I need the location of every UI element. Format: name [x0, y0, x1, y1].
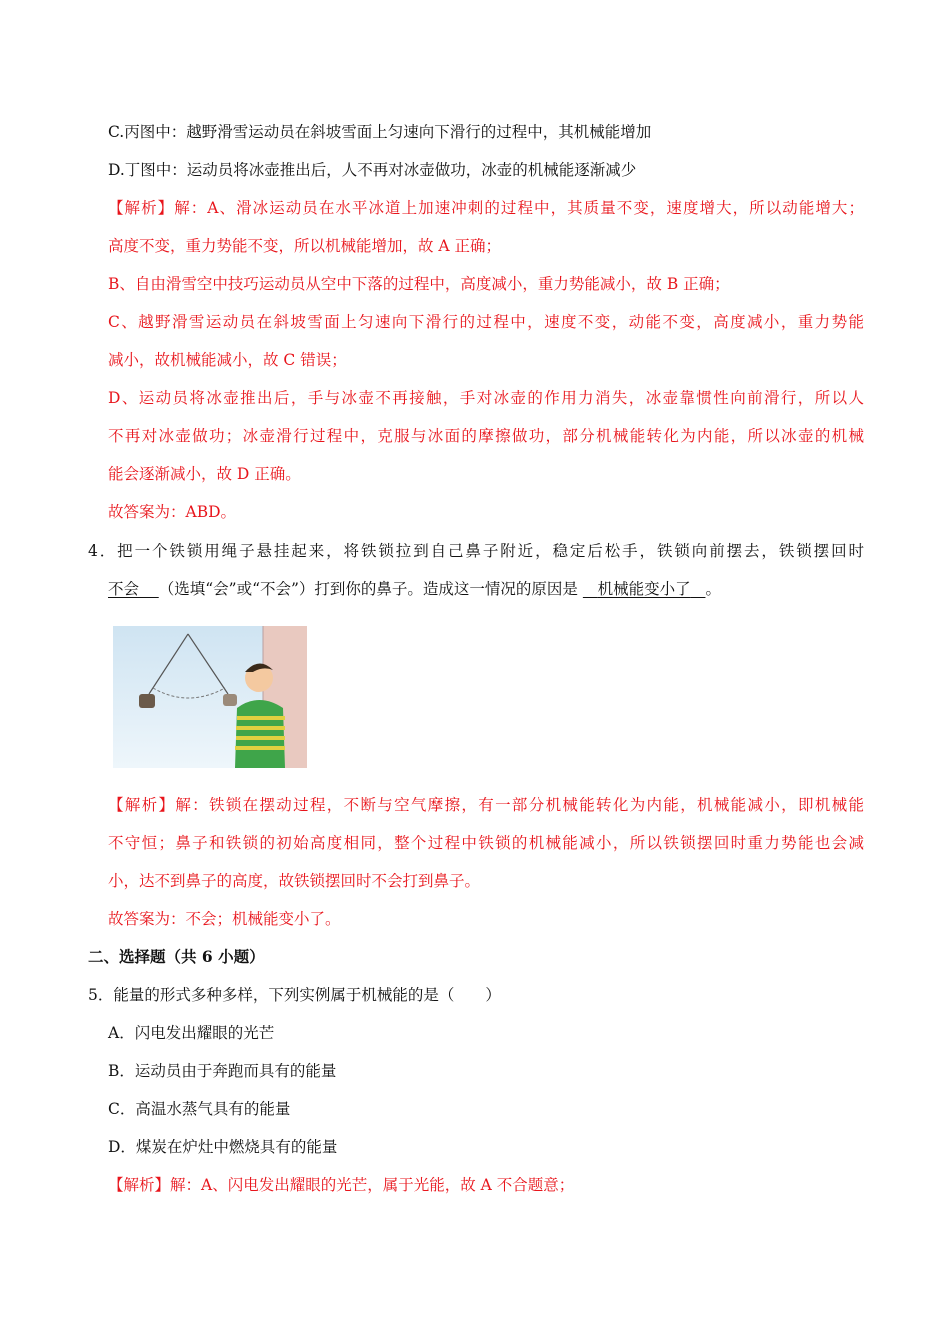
analysis-text: 解：A、滑冰运动员在水平冰道上加速冲刺的过程中，其质量不变，速度增大，所以动能增大；: [174, 199, 864, 217]
option-d: D.丁图中：运动员将冰壶推出后，人不再对冰壶做功，冰壶的机械能逐渐减少: [108, 161, 637, 179]
analysis-line: B、自由滑雪空中技巧运动员从空中下落的过程中，高度减小，重力势能减小，故 B 正确；: [108, 275, 730, 293]
analysis-tag: 【解析】: [108, 796, 176, 814]
period: 。: [705, 580, 721, 598]
section-heading: 二、选择题（共 6 小题）: [88, 947, 265, 966]
analysis-line: 高度不变，重力势能不变，所以机械能增加，故 A 正确；: [108, 237, 502, 255]
analysis-line: 小，达不到鼻子的高度，故铁锁摆回时不会打到鼻子。: [108, 872, 481, 890]
question-text: （选填“会”或“不会”）打到你的鼻子。造成这一情况的原因是: [158, 580, 578, 598]
answer-line: 故答案为：ABD。: [108, 503, 237, 521]
option-c: C.丙图中：越野滑雪运动员在斜坡雪面上匀速向下滑行的过程中，其机械能增加: [108, 123, 652, 141]
analysis-tag: 【解析】: [108, 1176, 171, 1194]
analysis-line: D、运动员将冰壶推出后，手与冰壶不再接触，手对冰壶的作用力消失，冰壶靠惯性向前滑行，所以人: [108, 389, 864, 407]
analysis-line: 减小，故机械能减小，故 C 错误；: [108, 351, 347, 369]
analysis-line: [108, 1175, 574, 1195]
analysis-tag: 【解析】: [108, 199, 175, 217]
option-d: D．煤炭在炉灶中燃烧具有的能量: [108, 1138, 338, 1156]
question-4-line2: [108, 579, 721, 599]
analysis-line: [108, 198, 864, 218]
analysis-line: 不守恒；鼻子和铁锁的初始高度相同，整个过程中铁锁的机械能减小，所以铁锁摆回时重力势能也会减: [108, 834, 864, 852]
pendulum-lock-illustration: [113, 626, 307, 768]
analysis-line: 能会逐渐减小，故 D 正确。: [108, 465, 301, 483]
analysis-line: 不再对冰壶做功；冰壶滑行过程中，克服与冰面的摩擦做功，部分机械能转化为内能，所以冰壶的机械: [108, 427, 864, 445]
question-4-stem: 4．把一个铁锁用绳子悬挂起来，将铁锁拉到自己鼻子附近，稳定后松手，铁锁向前摆去，铁锁摆回时: [88, 542, 864, 560]
option-c: C．高温水蒸气具有的能量: [108, 1100, 291, 1118]
analysis-line: C、越野滑雪运动员在斜坡雪面上匀速向下滑行的过程中，速度不变，动能不变，高度减小，重力势能: [108, 313, 864, 331]
option-a: A．闪电发出耀眼的光芒: [108, 1024, 275, 1042]
answer-line: 故答案为：不会；机械能变小了。: [108, 910, 341, 928]
answer-blank-2: 机械能变小了: [597, 580, 691, 598]
answer-blank-1: 不会: [108, 580, 140, 598]
analysis-text: 解：A、闪电发出耀眼的光芒，属于光能，故 A 不合题意；: [170, 1176, 575, 1194]
analysis-text: 解：铁锁在摆动过程，不断与空气摩擦，有一部分机械能转化为内能，机械能减小，即机械能: [175, 796, 864, 814]
analysis-line: [108, 795, 864, 815]
question-5-stem: 5．能量的形式多种多样，下列实例属于机械能的是（ ）: [88, 986, 501, 1004]
option-b: B．运动员由于奔跑而具有的能量: [108, 1062, 337, 1080]
